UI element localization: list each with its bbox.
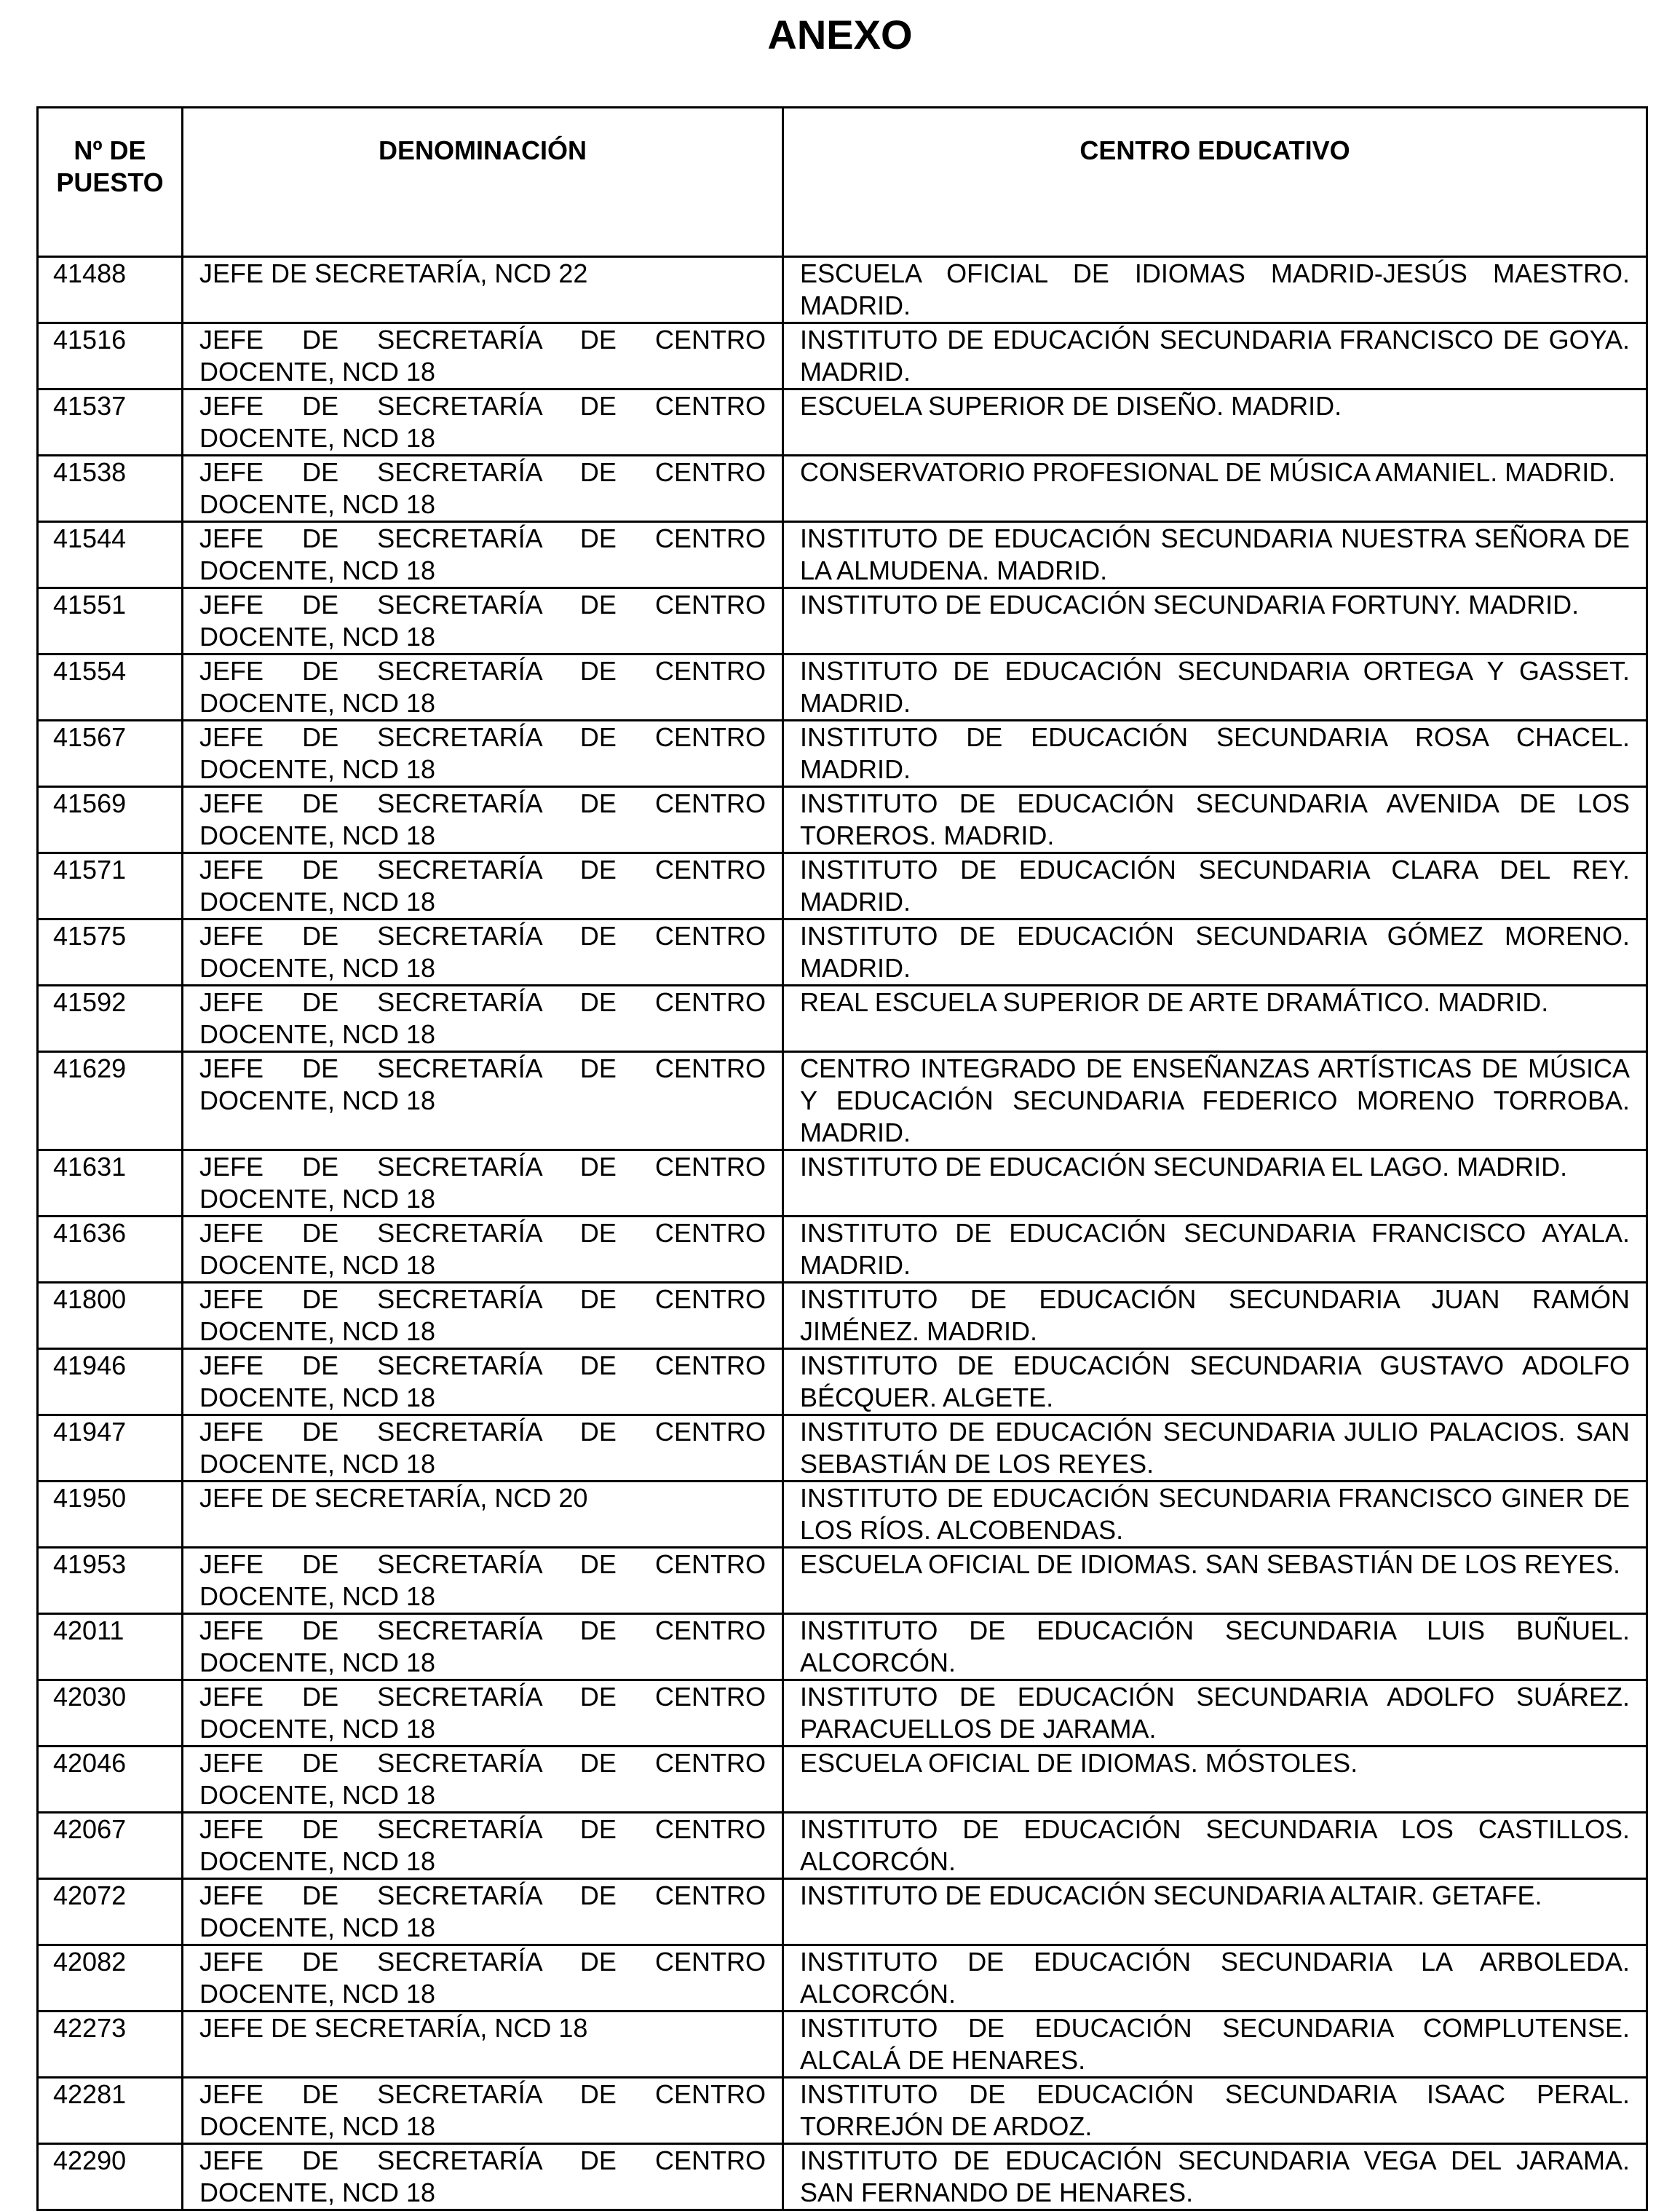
cell-denominacion: JEFE DE SECRETARÍA DE CENTRO DOCENTE, NCD 18 (183, 1680, 783, 1747)
cell-denominacion: JEFE DE SECRETARÍA DE CENTRO DOCENTE, NCD 18 (183, 522, 783, 588)
cell-centro-educativo: ESCUELA OFICIAL DE IDIOMAS. MÓSTOLES. (783, 1747, 1647, 1813)
cell-denominacion: JEFE DE SECRETARÍA, NCD 22 (183, 257, 783, 323)
cell-denominacion: JEFE DE SECRETARÍA DE CENTRO DOCENTE, NCD 18 (183, 1879, 783, 1945)
table-row (38, 1879, 1647, 1945)
cell-centro-educativo: INSTITUTO DE EDUCACIÓN SECUNDARIA COMPLUTENSE. ALCALÁ DE HENARES. (783, 2012, 1647, 2078)
table-row (38, 2012, 1647, 2078)
cell-num-puesto: 41575 (38, 919, 183, 986)
table-row (38, 1283, 1647, 1349)
cell-centro-educativo: CENTRO INTEGRADO DE ENSEÑANZAS ARTÍSTICAS DE MÚSICA Y EDUCACIÓN SECUNDARIA FEDERICO MORENO TORROBA. MADRID. (783, 1052, 1647, 1150)
cell-num-puesto: 41950 (38, 1482, 183, 1548)
cell-denominacion: JEFE DE SECRETARÍA DE CENTRO DOCENTE, NCD 18 (183, 1415, 783, 1482)
cell-num-puesto: 41947 (38, 1415, 183, 1482)
cell-centro-educativo: CONSERVATORIO PROFESIONAL DE MÚSICA AMANIEL. MADRID. (783, 456, 1647, 522)
cell-num-puesto: 42011 (38, 1614, 183, 1680)
cell-centro-educativo: INSTITUTO DE EDUCACIÓN SECUNDARIA FRANCISCO GINER DE LOS RÍOS. ALCOBENDAS. (783, 1482, 1647, 1548)
cell-num-puesto: 41953 (38, 1548, 183, 1614)
cell-denominacion: JEFE DE SECRETARÍA DE CENTRO DOCENTE, NCD 18 (183, 1548, 783, 1614)
cell-denominacion: JEFE DE SECRETARÍA, NCD 18 (183, 2012, 783, 2078)
cell-num-puesto: 41537 (38, 389, 183, 456)
header-centro-educativo: CENTRO EDUCATIVO (783, 108, 1647, 257)
cell-centro-educativo: INSTITUTO DE EDUCACIÓN SECUNDARIA ROSA CHACEL. MADRID. (783, 721, 1647, 787)
cell-centro-educativo: INSTITUTO DE EDUCACIÓN SECUNDARIA CLARA DEL REY. MADRID. (783, 853, 1647, 919)
cell-denominacion: JEFE DE SECRETARÍA DE CENTRO DOCENTE, NCD 18 (183, 1052, 783, 1150)
table-row (38, 919, 1647, 986)
cell-denominacion: JEFE DE SECRETARÍA DE CENTRO DOCENTE, NCD 18 (183, 1945, 783, 2012)
cell-num-puesto: 41629 (38, 1052, 183, 1150)
cell-denominacion: JEFE DE SECRETARÍA DE CENTRO DOCENTE, NCD 18 (183, 456, 783, 522)
cell-centro-educativo: INSTITUTO DE EDUCACIÓN SECUNDARIA FRANCISCO DE GOYA. MADRID. (783, 323, 1647, 389)
table-row (38, 787, 1647, 853)
cell-num-puesto: 42290 (38, 2144, 183, 2210)
cell-denominacion: JEFE DE SECRETARÍA DE CENTRO DOCENTE, NCD 18 (183, 853, 783, 919)
cell-denominacion: JEFE DE SECRETARÍA DE CENTRO DOCENTE, NCD 18 (183, 654, 783, 721)
header-denominacion: DENOMINACIÓN (183, 108, 783, 257)
cell-centro-educativo: INSTITUTO DE EDUCACIÓN SECUNDARIA GUSTAVO ADOLFO BÉCQUER. ALGETE. (783, 1349, 1647, 1415)
cell-centro-educativo: INSTITUTO DE EDUCACIÓN SECUNDARIA EL LAGO. MADRID. (783, 1150, 1647, 1217)
cell-centro-educativo: INSTITUTO DE EDUCACIÓN SECUNDARIA LA ARBOLEDA. ALCORCÓN. (783, 1945, 1647, 2012)
cell-num-puesto: 41544 (38, 522, 183, 588)
cell-centro-educativo: INSTITUTO DE EDUCACIÓN SECUNDARIA VEGA DEL JARAMA. SAN FERNANDO DE HENARES. (783, 2144, 1647, 2210)
cell-centro-educativo: REAL ESCUELA SUPERIOR DE ARTE DRAMÁTICO. MADRID. (783, 986, 1647, 1052)
cell-denominacion: JEFE DE SECRETARÍA DE CENTRO DOCENTE, NCD 18 (183, 1283, 783, 1349)
cell-num-puesto: 41631 (38, 1150, 183, 1217)
annex-table (36, 106, 1648, 2211)
cell-denominacion: JEFE DE SECRETARÍA DE CENTRO DOCENTE, NCD 18 (183, 721, 783, 787)
cell-denominacion: JEFE DE SECRETARÍA DE CENTRO DOCENTE, NCD 18 (183, 2078, 783, 2144)
cell-num-puesto: 42281 (38, 2078, 183, 2144)
cell-num-puesto: 41538 (38, 456, 183, 522)
table-row (38, 986, 1647, 1052)
cell-denominacion: JEFE DE SECRETARÍA DE CENTRO DOCENTE, NCD 18 (183, 1349, 783, 1415)
table-row (38, 456, 1647, 522)
table-row (38, 853, 1647, 919)
cell-num-puesto: 41636 (38, 1217, 183, 1283)
cell-num-puesto: 42030 (38, 1680, 183, 1747)
cell-centro-educativo: INSTITUTO DE EDUCACIÓN SECUNDARIA JULIO PALACIOS. SAN SEBASTIÁN DE LOS REYES. (783, 1415, 1647, 1482)
cell-centro-educativo: INSTITUTO DE EDUCACIÓN SECUNDARIA ALTAIR. GETAFE. (783, 1879, 1647, 1945)
table-row (38, 1548, 1647, 1614)
cell-centro-educativo: INSTITUTO DE EDUCACIÓN SECUNDARIA NUESTRA SEÑORA DE LA ALMUDENA. MADRID. (783, 522, 1647, 588)
cell-denominacion: JEFE DE SECRETARÍA DE CENTRO DOCENTE, NCD 18 (183, 1813, 783, 1879)
cell-denominacion: JEFE DE SECRETARÍA DE CENTRO DOCENTE, NCD 18 (183, 2144, 783, 2210)
table-row (38, 588, 1647, 654)
table-row (38, 522, 1647, 588)
cell-centro-educativo: ESCUELA SUPERIOR DE DISEÑO. MADRID. (783, 389, 1647, 456)
table-row (38, 2078, 1647, 2144)
cell-num-puesto: 41800 (38, 1283, 183, 1349)
cell-centro-educativo: ESCUELA OFICIAL DE IDIOMAS. SAN SEBASTIÁN DE LOS REYES. (783, 1548, 1647, 1614)
table-row (38, 389, 1647, 456)
cell-centro-educativo: INSTITUTO DE EDUCACIÓN SECUNDARIA FORTUNY. MADRID. (783, 588, 1647, 654)
cell-denominacion: JEFE DE SECRETARÍA DE CENTRO DOCENTE, NCD 18 (183, 323, 783, 389)
cell-num-puesto: 42082 (38, 1945, 183, 2012)
cell-centro-educativo: INSTITUTO DE EDUCACIÓN SECUNDARIA AVENIDA DE LOS TOREROS. MADRID. (783, 787, 1647, 853)
cell-centro-educativo: INSTITUTO DE EDUCACIÓN SECUNDARIA GÓMEZ MORENO. MADRID. (783, 919, 1647, 986)
cell-centro-educativo: INSTITUTO DE EDUCACIÓN SECUNDARIA LUIS BUÑUEL. ALCORCÓN. (783, 1614, 1647, 1680)
cell-denominacion: JEFE DE SECRETARÍA DE CENTRO DOCENTE, NCD 18 (183, 787, 783, 853)
header-num-puesto: Nº DE PUESTO (38, 108, 183, 257)
cell-num-puesto: 41488 (38, 257, 183, 323)
table-body (38, 257, 1647, 2210)
cell-denominacion: JEFE DE SECRETARÍA DE CENTRO DOCENTE, NCD 18 (183, 1150, 783, 1217)
cell-centro-educativo: INSTITUTO DE EDUCACIÓN SECUNDARIA ORTEGA Y GASSET. MADRID. (783, 654, 1647, 721)
table-row (38, 1349, 1647, 1415)
page-title: ANEXO (767, 12, 913, 58)
cell-denominacion: JEFE DE SECRETARÍA DE CENTRO DOCENTE, NCD 18 (183, 1614, 783, 1680)
cell-denominacion: JEFE DE SECRETARÍA DE CENTRO DOCENTE, NCD 18 (183, 919, 783, 986)
cell-centro-educativo: INSTITUTO DE EDUCACIÓN SECUNDARIA ISAAC PERAL. TORREJÓN DE ARDOZ. (783, 2078, 1647, 2144)
cell-denominacion: JEFE DE SECRETARÍA DE CENTRO DOCENTE, NCD 18 (183, 389, 783, 456)
cell-denominacion: JEFE DE SECRETARÍA DE CENTRO DOCENTE, NCD 18 (183, 588, 783, 654)
cell-num-puesto: 41571 (38, 853, 183, 919)
cell-num-puesto: 42273 (38, 2012, 183, 2078)
cell-denominacion: JEFE DE SECRETARÍA, NCD 20 (183, 1482, 783, 1548)
table-header-row (38, 108, 1647, 257)
cell-num-puesto: 41569 (38, 787, 183, 853)
cell-num-puesto: 41554 (38, 654, 183, 721)
cell-centro-educativo: ESCUELA OFICIAL DE IDIOMAS MADRID-JESÚS MAESTRO. MADRID. (783, 257, 1647, 323)
table-row (38, 323, 1647, 389)
cell-num-puesto: 41946 (38, 1349, 183, 1415)
cell-centro-educativo: INSTITUTO DE EDUCACIÓN SECUNDARIA FRANCISCO AYALA. MADRID. (783, 1217, 1647, 1283)
cell-num-puesto: 42072 (38, 1879, 183, 1945)
table-row (38, 257, 1647, 323)
table-row (38, 1614, 1647, 1680)
table-row (38, 1217, 1647, 1283)
table-row (38, 1415, 1647, 1482)
table-row (38, 1052, 1647, 1150)
cell-denominacion: JEFE DE SECRETARÍA DE CENTRO DOCENTE, NCD 18 (183, 1217, 783, 1283)
cell-centro-educativo: INSTITUTO DE EDUCACIÓN SECUNDARIA JUAN RAMÓN JIMÉNEZ. MADRID. (783, 1283, 1647, 1349)
cell-denominacion: JEFE DE SECRETARÍA DE CENTRO DOCENTE, NCD 18 (183, 986, 783, 1052)
table-row (38, 1813, 1647, 1879)
cell-num-puesto: 42067 (38, 1813, 183, 1879)
cell-num-puesto: 41592 (38, 986, 183, 1052)
table-row (38, 721, 1647, 787)
cell-denominacion: JEFE DE SECRETARÍA DE CENTRO DOCENTE, NCD 18 (183, 1747, 783, 1813)
cell-num-puesto: 42046 (38, 1747, 183, 1813)
table-row (38, 1680, 1647, 1747)
table-row (38, 1150, 1647, 1217)
table-row (38, 1747, 1647, 1813)
cell-num-puesto: 41551 (38, 588, 183, 654)
table-row (38, 1945, 1647, 2012)
table-row (38, 654, 1647, 721)
cell-centro-educativo: INSTITUTO DE EDUCACIÓN SECUNDARIA ADOLFO SUÁREZ. PARACUELLOS DE JARAMA. (783, 1680, 1647, 1747)
table-row (38, 1482, 1647, 1548)
table-row (38, 2144, 1647, 2210)
cell-num-puesto: 41567 (38, 721, 183, 787)
cell-centro-educativo: INSTITUTO DE EDUCACIÓN SECUNDARIA LOS CASTILLOS. ALCORCÓN. (783, 1813, 1647, 1879)
cell-num-puesto: 41516 (38, 323, 183, 389)
